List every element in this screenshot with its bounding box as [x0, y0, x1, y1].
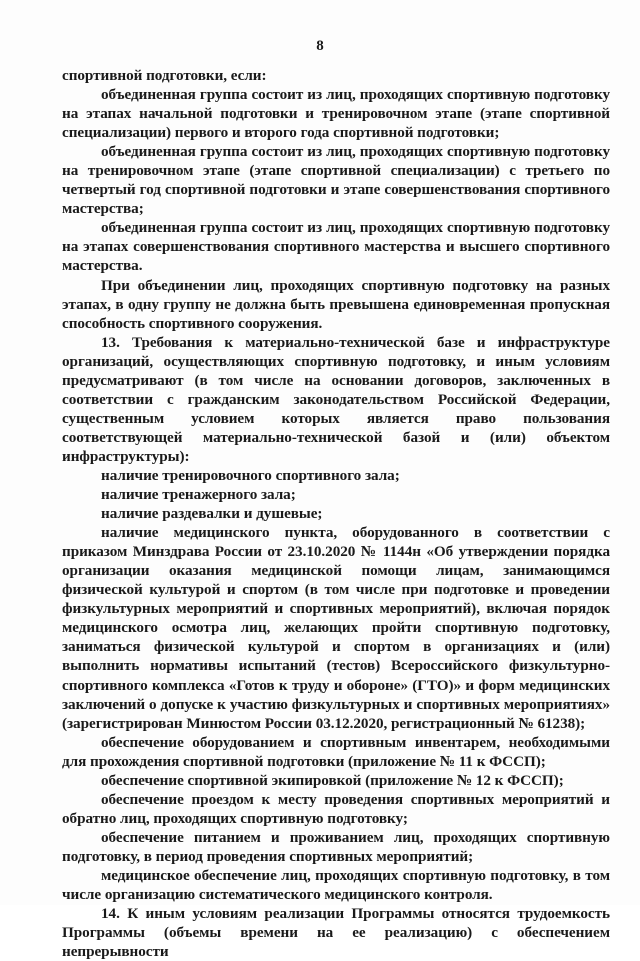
- paragraph-item-13: 13. Требования к материально-технической базе и инфраструктуре организаций, осуществляющих спортивную подготовку, и иным условиям предусматривают (в том числе на основании договоров, заключенных в соответствии с гражданским законодательством Российской Федерации, существенным условием которых является право пользования соответствующей материально-технической базой и (или) объектом инфраструктуры):: [62, 333, 610, 465]
- list-item-medical-point: наличие медицинского пункта, оборудованного в соответствии с приказом Минздрава России от 23.10.2020 № 1144н «Об утверждении порядка организации оказания медицинской помощи лицам, занимающимся физической культурой и спортом (в том числе при подготовке и проведении физкультурных мероприятий и спортивных мероприятий), включая порядок медицинского осмотра лиц, желающих пройти спортивную подготовку, заниматься физической культурой и спортом в организациях и (или) выполнить нормативы испытаний (тестов) Всероссийского физкультурно-спортивного комплекса «Готов к труду и обороне» (ГТО)» и форм медицинских заключений о допуске к участию физкультурных и спортивных мероприятиях» (зарегистрирован Минюстом России 03.12.2020, регистрационный № 61238);: [62, 524, 610, 732]
- page-number: 8: [316, 38, 324, 54]
- paragraph-group-3: объединенная группа состоит из лиц, проходящих спортивную подготовку на этапах совершенствования спортивного мастерства и высшего спортивного мастерства.: [62, 219, 610, 275]
- list-item-gym: наличие тренажерного зала;: [101, 486, 296, 504]
- paragraph-item-14: 14. К иным условиям реализации Программы относятся трудоемкость Программы (объемы времени на ее реализацию) с обеспечением непрерывности: [62, 905, 610, 961]
- list-item-training-hall: наличие тренировочного спортивного зала;: [101, 466, 400, 484]
- list-item-outfit: обеспечение спортивной экипировкой (приложение № 12 к ФССП);: [101, 771, 564, 789]
- paragraph-group-1: объединенная группа состоит из лиц, проходящих спортивную подготовку на этапах начальной подготовки и тренировочном этапе (этапе спортивной специализации) первого и второго года спортивной подготовки;: [62, 86, 610, 142]
- document-body: [62, 66, 610, 961]
- list-item-transport: обеспечение проездом к месту проведения спортивных мероприятий и обратно лиц, проходящих спортивную подготовку;: [62, 790, 610, 827]
- list-item-locker-rooms: наличие раздевалки и душевые;: [101, 505, 323, 523]
- list-item-medical-support: медицинское обеспечение лиц, проходящих спортивную подготовку, в том числе организацию систематического медицинского контроля.: [62, 866, 610, 904]
- paragraph-group-2: объединенная группа состоит из лиц, проходящих спортивную подготовку на тренировочном этапе (этапе спортивной специализации) с третьего по четвертый год спортивной подготовки и этапе совершенствования спортивного мастерства;: [62, 143, 610, 218]
- paragraph-capacity: При объединении лиц, проходящих спортивную подготовку на разных этапах, в одну группу не должна быть превышена единовременная пропускная способность спортивного сооружения.: [62, 276, 610, 332]
- list-item-meals: обеспечение питанием и проживанием лиц, проходящих спортивную подготовку, в период проведения спортивных мероприятий;: [62, 828, 610, 865]
- list-item-equipment: обеспечение оборудованием и спортивным инвентарем, необходимыми для прохождения спортивной подготовки (приложение № 11 к ФССП);: [62, 733, 610, 770]
- paragraph-continuation: спортивной подготовки, если:: [62, 67, 267, 84]
